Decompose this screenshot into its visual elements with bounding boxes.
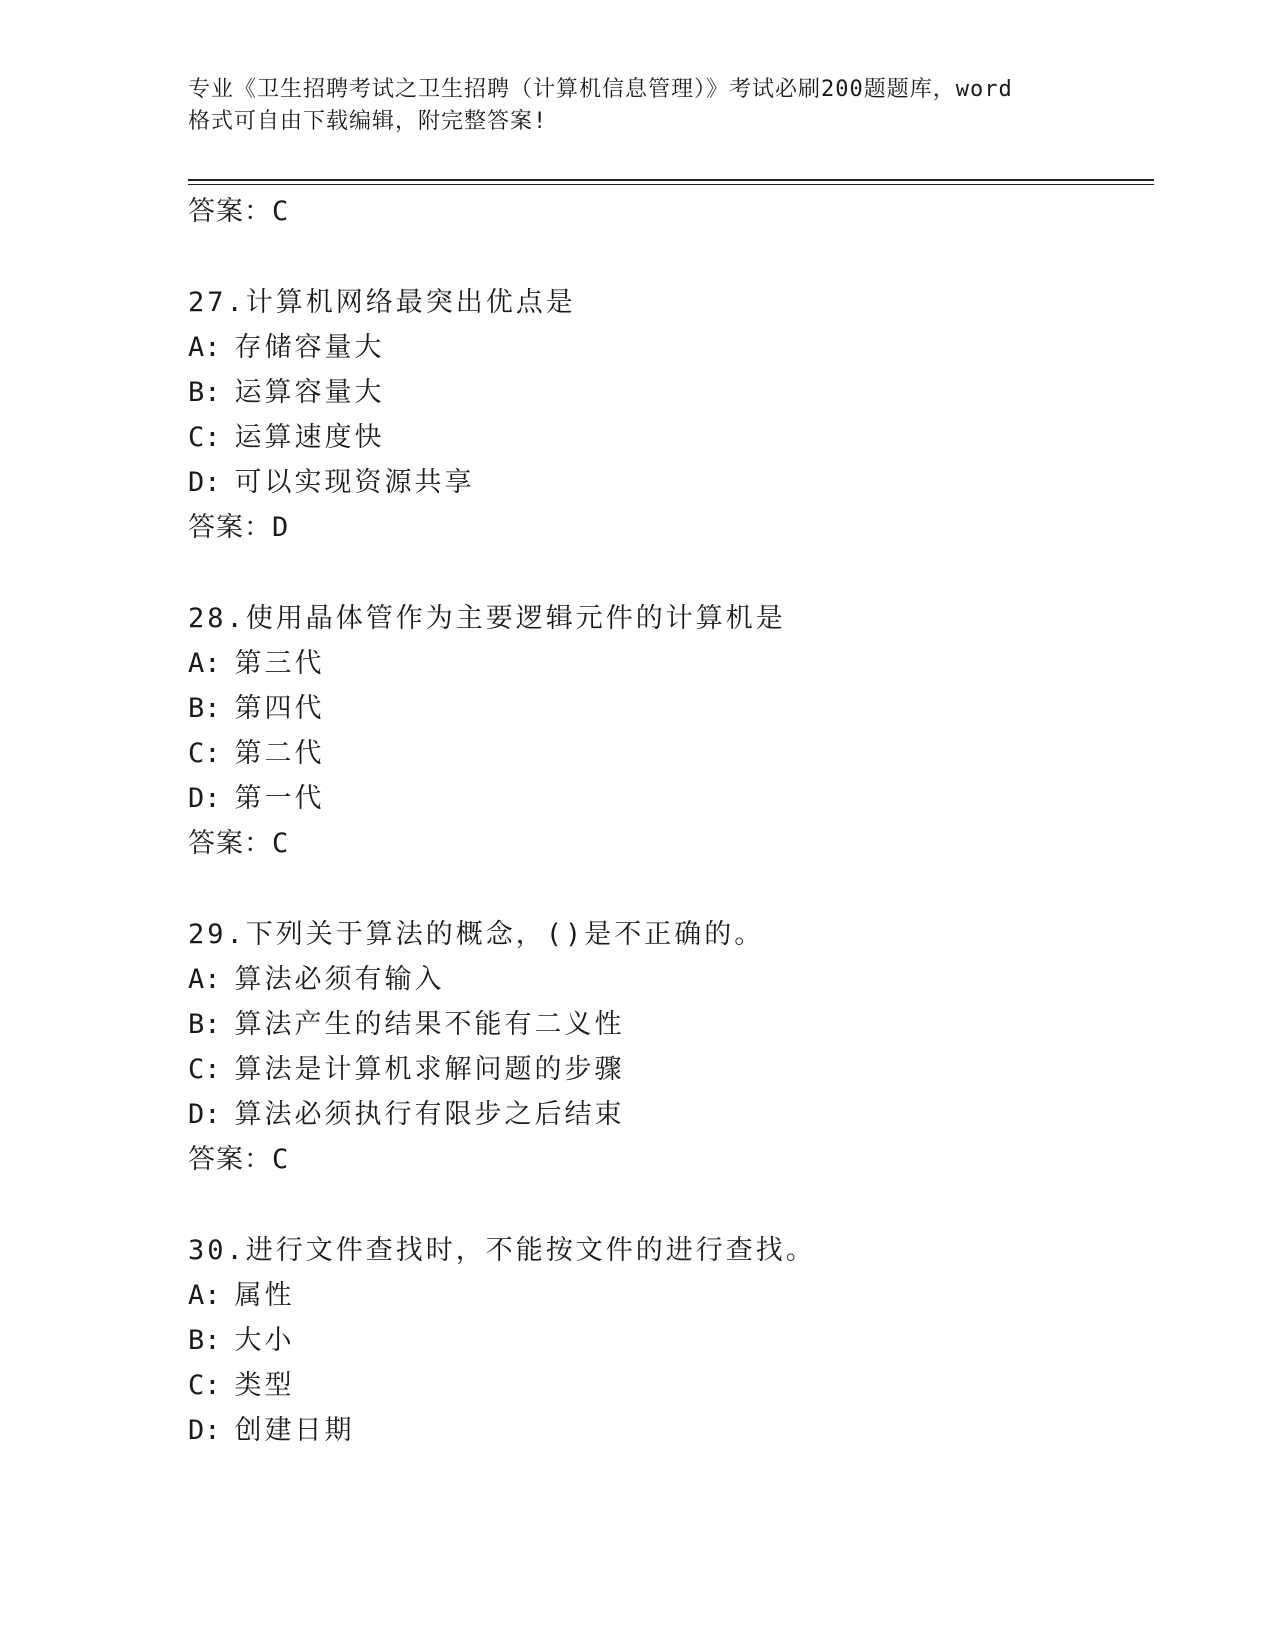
answer-line: 答案：C bbox=[188, 1144, 290, 1175]
option-c: C: 运算速度快 bbox=[188, 422, 385, 453]
question-text: 28.使用晶体管作为主要逻辑元件的计算机是 bbox=[188, 603, 786, 634]
option-text: 运算容量大 bbox=[234, 377, 385, 408]
option-text: 大小 bbox=[234, 1325, 295, 1356]
option-key: A bbox=[188, 964, 205, 995]
option-d: D: 可以实现资源共享 bbox=[188, 467, 475, 498]
option-text: 算法必须有输入 bbox=[234, 964, 445, 995]
option-key: A bbox=[188, 1280, 205, 1311]
option-text: 创建日期 bbox=[234, 1415, 355, 1446]
option-key: C bbox=[188, 1370, 205, 1401]
option-b: B: 算法产生的结果不能有二义性 bbox=[188, 1009, 625, 1040]
option-key: D bbox=[188, 783, 205, 814]
question-block bbox=[188, 596, 1154, 866]
option-key: B bbox=[188, 693, 205, 724]
option-b: B: 运算容量大 bbox=[188, 377, 385, 408]
answer-line: 答案：C bbox=[188, 196, 290, 227]
option-d: D: 创建日期 bbox=[188, 1415, 355, 1446]
option-c: C: 类型 bbox=[188, 1370, 295, 1401]
option-text: 运算速度快 bbox=[234, 422, 385, 453]
option-text: 存储容量大 bbox=[234, 332, 385, 363]
option-key: D bbox=[188, 1099, 205, 1130]
question-text: 30.进行文件查找时，不能按文件的进行查找。 bbox=[188, 1235, 816, 1266]
option-text: 第二代 bbox=[234, 738, 325, 769]
option-text: 算法产生的结果不能有二义性 bbox=[234, 1009, 625, 1040]
option-key: C bbox=[188, 738, 205, 769]
option-a: A: 第三代 bbox=[188, 648, 325, 679]
document-header bbox=[188, 74, 1088, 138]
option-c: C: 第二代 bbox=[188, 738, 325, 769]
option-key: A bbox=[188, 648, 205, 679]
option-a: A: 属性 bbox=[188, 1280, 295, 1311]
option-key: C bbox=[188, 1054, 205, 1085]
option-key: A bbox=[188, 332, 205, 363]
spacer bbox=[188, 550, 1154, 596]
question-block bbox=[188, 1228, 1154, 1453]
question-block bbox=[188, 280, 1154, 550]
option-key: B bbox=[188, 1325, 205, 1356]
option-d: D: 算法必须执行有限步之后结束 bbox=[188, 1099, 625, 1130]
option-key: B bbox=[188, 377, 205, 408]
option-text: 算法是计算机求解问题的步骤 bbox=[234, 1054, 625, 1085]
option-text: 第三代 bbox=[234, 648, 325, 679]
option-text: 算法必须执行有限步之后结束 bbox=[234, 1099, 625, 1130]
option-key: D bbox=[188, 1415, 205, 1446]
answer-line: 答案：D bbox=[188, 512, 290, 543]
spacer bbox=[188, 234, 1154, 280]
option-key: D bbox=[188, 467, 205, 498]
question-list bbox=[188, 189, 1154, 1453]
header-divider-thin bbox=[188, 184, 1154, 185]
option-text: 类型 bbox=[234, 1370, 295, 1401]
option-text: 可以实现资源共享 bbox=[234, 467, 475, 498]
option-a: A: 存储容量大 bbox=[188, 332, 385, 363]
option-text: 第四代 bbox=[234, 693, 325, 724]
option-text: 第一代 bbox=[234, 783, 325, 814]
option-key: C bbox=[188, 422, 205, 453]
spacer bbox=[188, 1182, 1154, 1228]
question-text: 29.下列关于算法的概念，()是不正确的。 bbox=[188, 919, 765, 950]
option-a: A: 算法必须有输入 bbox=[188, 964, 445, 995]
question-text: 27.计算机网络最突出优点是 bbox=[188, 287, 576, 318]
question-block bbox=[188, 912, 1154, 1182]
option-key: B bbox=[188, 1009, 205, 1040]
header-line-2: 格式可自由下载编辑，附完整答案! bbox=[188, 109, 548, 134]
header-line-1: 专业《卫生招聘考试之卫生招聘（计算机信息管理）》考试必刷200题题库，word bbox=[188, 77, 1013, 102]
option-d: D: 第一代 bbox=[188, 783, 325, 814]
option-c: C: 算法是计算机求解问题的步骤 bbox=[188, 1054, 625, 1085]
spacer bbox=[188, 866, 1154, 912]
option-text: 属性 bbox=[234, 1280, 295, 1311]
header-divider-thick bbox=[188, 179, 1154, 181]
option-b: B: 大小 bbox=[188, 1325, 295, 1356]
answer-line: 答案：C bbox=[188, 828, 290, 859]
option-b: B: 第四代 bbox=[188, 693, 325, 724]
